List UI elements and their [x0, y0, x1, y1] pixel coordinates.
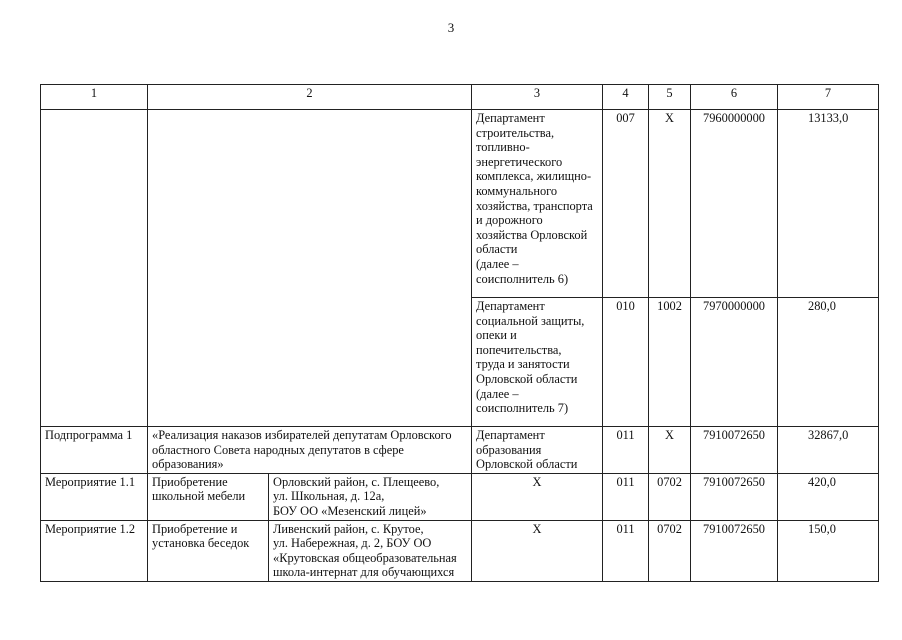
- amount-cell: 13133,0: [778, 110, 879, 298]
- empty-cell: [148, 110, 472, 427]
- text-line: школьной мебели: [152, 489, 246, 504]
- text-line: Ливенский район, с. Крутое,: [273, 521, 424, 536]
- text-line: хозяйства Орловской: [476, 227, 588, 242]
- text-line: Департамент: [476, 299, 545, 313]
- code-cell: 7970000000: [691, 298, 778, 427]
- code-cell: 011: [603, 473, 649, 520]
- text-line: Орловской области: [476, 457, 578, 472]
- event-address-cell: [269, 520, 472, 581]
- code-cell: 0702: [649, 520, 691, 581]
- row-label: Мероприятие 1.2: [41, 520, 148, 581]
- amount-cell: 150,0: [778, 520, 879, 581]
- row-label: Мероприятие 1.1: [41, 473, 148, 520]
- text-line: образования: [476, 442, 542, 457]
- text-line: установка беседок: [152, 536, 250, 551]
- text-line: хозяйства, транспорта: [476, 198, 593, 213]
- code-cell: 7960000000: [691, 110, 778, 298]
- text-line: школа-интернат для обучающихся: [273, 565, 455, 580]
- text-line: энергетического: [476, 154, 563, 169]
- header-cell: 1: [41, 85, 148, 110]
- event-name-cell: [148, 520, 269, 581]
- header-cell: 6: [691, 85, 778, 110]
- text-line: социальной защиты,: [476, 313, 585, 328]
- text-line: и дорожного: [476, 213, 543, 228]
- text-line: комплекса, жилищно-: [476, 169, 592, 184]
- code-cell: 011: [603, 427, 649, 474]
- text-line: соисполнитель 7): [476, 401, 569, 416]
- text-line: (далее –: [476, 256, 519, 271]
- text-line: «Реализация наказов избирателей депутатам Орловского: [152, 428, 452, 442]
- table-row: [41, 520, 879, 581]
- empty-cell: [41, 110, 148, 427]
- text-line: Орловский район, с. Плещеево,: [273, 474, 440, 489]
- text-line: ул. Школьная, д. 12а,: [273, 489, 385, 504]
- text-line: Департамент: [476, 428, 545, 442]
- header-cell: 5: [649, 85, 691, 110]
- text-line: «Крутовская общеобразовательная: [273, 550, 457, 565]
- amount-cell: 420,0: [778, 473, 879, 520]
- executor-cell: [472, 298, 603, 427]
- executor-cell: [472, 427, 603, 474]
- event-name-cell: [148, 473, 269, 520]
- budget-table: [40, 84, 879, 582]
- code-cell: X: [649, 110, 691, 298]
- executor-cell: X: [472, 520, 603, 581]
- executor-cell: X: [472, 473, 603, 520]
- code-cell: 7910072650: [691, 427, 778, 474]
- text-line: образования»: [152, 457, 224, 472]
- code-cell: 1002: [649, 298, 691, 427]
- event-address-cell: [269, 473, 472, 520]
- amount-cell: 32867,0: [778, 427, 879, 474]
- header-cell: 7: [778, 85, 879, 110]
- header-cell: 3: [472, 85, 603, 110]
- header-cell: 4: [603, 85, 649, 110]
- text-line: попечительства,: [476, 342, 562, 357]
- text-line: (далее –: [476, 386, 519, 401]
- text-line: опеки и: [476, 328, 517, 343]
- text-line: ул. Набережная, д. 2, БОУ ОО: [273, 536, 432, 551]
- table-row: [41, 473, 879, 520]
- text-line: топливно-: [476, 140, 530, 155]
- code-cell: 011: [603, 520, 649, 581]
- page-number: 3: [447, 20, 455, 35]
- executor-cell: [472, 110, 603, 298]
- table-header-row: [41, 85, 879, 110]
- text-line: Приобретение: [152, 474, 228, 489]
- text-line: труда и занятости: [476, 357, 570, 372]
- code-cell: 007: [603, 110, 649, 298]
- code-cell: X: [649, 427, 691, 474]
- code-cell: 010: [603, 298, 649, 427]
- amount-cell: 280,0: [778, 298, 879, 427]
- text-line: коммунального: [476, 183, 558, 198]
- code-cell: 0702: [649, 473, 691, 520]
- text-line: БОУ ОО «Мезенский лицей»: [273, 503, 427, 518]
- text-line: соисполнитель 6): [476, 271, 569, 286]
- text-line: областного Совета народных депутатов в сфере: [152, 442, 404, 457]
- header-cell: 2: [148, 85, 472, 110]
- text-line: строительства,: [476, 125, 555, 140]
- subprogram-title: [148, 427, 472, 474]
- row-label: Подпрограмма 1: [41, 427, 148, 474]
- table-row: [41, 110, 879, 298]
- table-row: [41, 427, 879, 474]
- text-line: Орловской области: [476, 371, 578, 386]
- text-line: Департамент: [476, 111, 545, 125]
- text-line: Приобретение и: [152, 521, 238, 536]
- code-cell: 7910072650: [691, 520, 778, 581]
- code-cell: 7910072650: [691, 473, 778, 520]
- text-line: области: [476, 242, 518, 257]
